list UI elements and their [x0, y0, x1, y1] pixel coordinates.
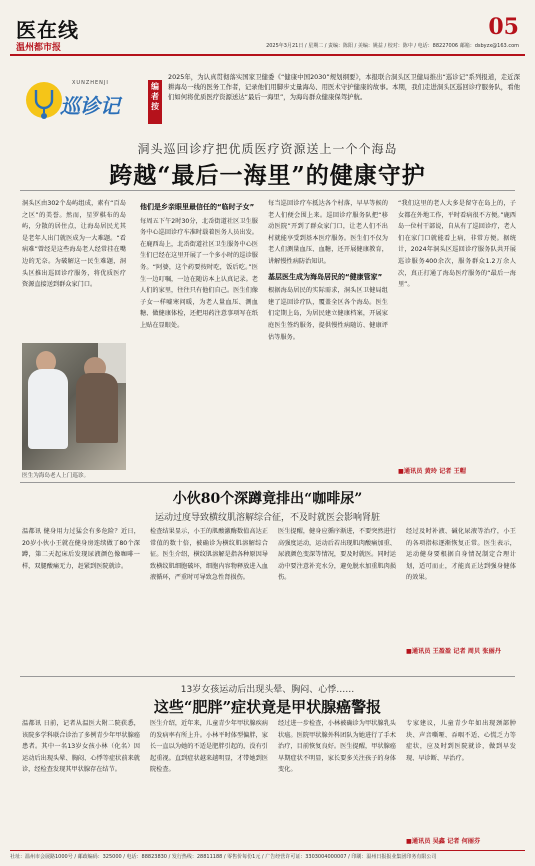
editor-note-tag: 编者按	[148, 80, 162, 124]
article1-author: ■通讯员 黄玲 记者 王帽	[398, 468, 466, 475]
article1-col2-text: 每周五下午2时30分，北岙街道社区卫生服务中心巡回诊疗车准时载着医务人员出发。在鹿西岛上，北岙街道社区卫生服务中心医生们已经在这里开展了一个多小时的巡诊服务。“阿婆，这个药要按时吃，饭后吃。”医生一边叮嘱，一边在随访本上认真记录。老人们的家里，往往只有他们自己。医生们像子女一样嘘寒问暖，为老人量血压、测血糖、做健康体检，还把用药注意事项写在纸上贴在显眼处。	[140, 217, 258, 329]
article3-headline: 这些“肥胖”症状竟是甲状腺癌警报	[153, 698, 382, 716]
article1-subhead2: 基层医生成为海岛居民的“健康管家”	[268, 272, 383, 281]
article3-col1: 温都讯 日前，记者从温医大附二院获悉，该院多学科联合诊治了多例青少年甲状腺癌患者。其中一名13岁女孩小林（化名）因运动后出现头晕、胸闷、心悸等症状前来就诊，经检查发现其甲状腺存在结节。	[22, 720, 140, 774]
divider	[20, 676, 515, 677]
article2-col2: 检查结果显示，小王的肌酸激酶数值高达正常值的数十倍，被确诊为横纹肌溶解综合征。医生介绍，横纹肌溶解是指各种原因导致横纹肌细胞破坏，细胞内容物释放进入血液循环，严重时可导致急性肾损伤。	[150, 528, 268, 582]
column-header	[10, 66, 525, 132]
logo-brand: XUNZHENJI	[72, 80, 109, 86]
article1-col1: 洞头区由302个岛屿组成，素有“百岛之区”的美誉。然而，星罗棋布的岛屿，分散的居住点，让海岛居民尤其是老年人出门就医成为一大难题。“看病难”曾经是这些海岛老人经常挂在嘴边的无奈。为破解这一民生难题，洞头区推出巡回诊疗服务，将优质医疗资源直接送到群众家门口。	[22, 200, 126, 289]
masthead-rule	[10, 54, 525, 56]
page-footer: 社址：温州市会展路1000号 / 邮政编码：325000 / 电话：88823830 / 发行热线：28811188 / 零售价每份1元 / 广告经营许可证：3303004000007 / 印刷：温州日报报业集团印务有限公司	[10, 850, 525, 863]
masthead-meta: 2025年3月21日 / 星期二 / 责编：陈阳 / 美编：姚益 / 校对：陈中 / 电话：88227006 邮箱：dsbyzx@163.com	[266, 43, 519, 49]
page-number: 05	[488, 14, 519, 40]
article3-col2: 医生介绍，近年来，儿童青少年甲状腺疾病的发病率有所上升。小林平时体型偏胖，家长一直以为她的不适是肥胖引起的，没有引起重视。直到症状越来越明显，才带她到医院检查。	[150, 720, 268, 774]
article1-headline: 跨越“最后一海里”的健康守护	[109, 162, 426, 189]
article1-col3-text: 每当巡回诊疗车抵达各个村落，早早等候的老人们便会围上来。巡回诊疗服务队把“移动医院”开到了群众家门口，让老人们不出村就能享受到基本医疗服务。医生们不仅为老人们测量血压、血糖，还开展健康教育，讲解慢性病防治知识。	[268, 200, 388, 265]
article2-subhead: 运动过度导致横纹肌溶解综合征，不及时就医会影响肾脏	[154, 513, 380, 523]
masthead	[10, 6, 525, 60]
article1-kicker: 洞头巡回诊疗把优质医疗资源送上一个个海岛	[137, 142, 398, 156]
article1-col3	[268, 198, 388, 473]
divider	[20, 482, 515, 483]
article1-col3b-text: 根据海岛居民的实际需求，洞头区卫健局组建了巡回诊疗队，覆盖全区各个海岛。医生们定期上岛，为居民建立健康档案，开展家庭医生签约服务，提供慢性病随访、健康评估等服务。	[268, 287, 388, 341]
article1-photo	[22, 343, 126, 470]
section-title: 医在线	[16, 18, 79, 42]
edition-name: 温州都市报	[16, 43, 62, 53]
xunzhenji-logo	[24, 76, 134, 128]
editor-note-text: 2025年，为认真贯彻落实国家卫健委《“健康中国2030”规划纲要》，本报联合洞头区卫健局推出“巡诊记”系列报道，走近深耕海岛一线的医务工作者，记录他们用脚步丈量海岛、用医术守护健康的故事。本期，我们走进洞头区巡回诊疗服务队，看他们如何将优质医疗资源送达“最后一海里”，为海岛群众健康保驾护航。	[168, 73, 520, 101]
article3-col4: 专家建议，儿童青少年如出现颈部肿块、声音嘶哑、吞咽不适、心慌乏力等症状，应及时到医院就诊，做到早发现、早诊断、早治疗。	[406, 720, 516, 762]
article2-author: ■通讯员 王盈盈 记者 周贝 张丽丹	[406, 648, 501, 655]
article1-col4: “我们这里的老人大多是留守在岛上的，子女都在外地工作，平时看病很不方便。”鹿西岛一位村干部说，自从有了巡回诊疗，老人们在家门口就能看上病，非常方便。据统计，2024年洞头区巡回诊疗服务队共开展巡诊服务400余次，服务群众1.2万余人次，真正打通了海岛医疗服务的“最后一海里”。	[398, 200, 516, 289]
article3-kicker: 13岁女孩运动后出现头晕、胸闷、心悸……	[180, 685, 355, 695]
article1-caption: 医生为海岛老人上门巡诊。	[22, 473, 90, 479]
logo-text: 巡诊记	[60, 94, 120, 118]
article2-col3: 医生提醒，健身应循序渐进，不要突然进行高强度运动，运动后若出现肌肉酸痛加重、尿液颜色变深等情况，要及时就医。同时运动中要注意补充水分，避免脱水加重肌肉损伤。	[278, 528, 396, 582]
article1-col2	[140, 198, 258, 473]
article3-author: ■通讯员 吴鑫 记者 何丽芬	[406, 838, 481, 845]
article2-col1: 温都讯 健身用力过猛会有多危险？近日，20岁小伙小王就在健身房连续做了80个深蹲，第二天起床后发现尿液颜色像咖啡一样，双腿酸痛无力，赶紧到医院就诊。	[22, 528, 140, 570]
divider	[20, 190, 515, 191]
article2-col4: 经过及时补液、碱化尿液等治疗，小王的各项指标逐渐恢复正常。医生表示，运动健身要根据自身情况制定合理计划，适可而止，才能真正达到强身健体的效果。	[406, 528, 516, 582]
article2-headline: 小伙80个深蹲竟排出“咖啡尿”	[172, 491, 363, 507]
article1-subhead1: 他们是乡亲眼里最信任的“临时子女”	[140, 203, 255, 211]
article3-col3: 经过进一步检查，小林被确诊为甲状腺乳头状癌。医院甲状腺外科团队为她进行了手术治疗，目前恢复良好。医生提醒，甲状腺癌早期症状不明显，家长要多关注孩子的身体变化。	[278, 720, 396, 774]
